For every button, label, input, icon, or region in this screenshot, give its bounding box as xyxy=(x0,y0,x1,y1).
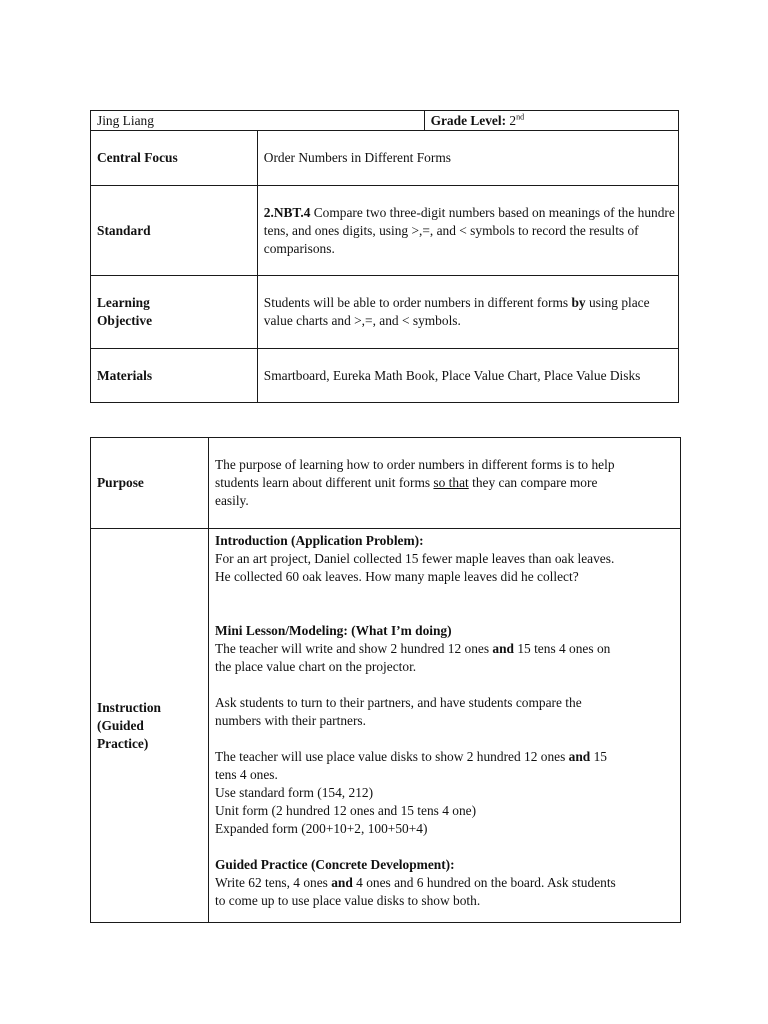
expanded-form-line: Expanded form (200+10+2, 100+50+4) xyxy=(215,821,428,836)
intro-line-1: For an art project, Daniel collected 15 fewer maple leaves than oak leaves. xyxy=(215,551,615,566)
disks-line-1-post: 15 xyxy=(590,749,607,764)
learning-objective-value xyxy=(257,276,678,349)
purpose-line-2-pre: students learn about different unit forms xyxy=(215,475,434,490)
ask-line-2: numbers with their partners. xyxy=(215,713,366,728)
materials-value: Smartboard, Eureka Math Book, Place Value Chart, Place Value Disks xyxy=(257,349,678,403)
ask-line-1: Ask students to turn to their partners, and have students compare the xyxy=(215,695,582,710)
purpose-label: Purpose xyxy=(91,438,209,529)
instruction-label xyxy=(91,529,209,923)
grade-level-suffix: nd xyxy=(516,112,525,122)
mini-line-1-bold: and xyxy=(492,641,514,656)
central-focus-label: Central Focus xyxy=(91,131,258,186)
unit-form-line: Unit form (2 hundred 12 ones and 15 tens 4 one) xyxy=(215,803,477,818)
teacher-name: Jing Liang xyxy=(97,112,154,128)
guided-line-2: to come up to use place value disks to show both. xyxy=(215,893,481,908)
header-row xyxy=(91,111,679,131)
lesson-info-table xyxy=(90,110,679,403)
standard-line-1: Compare two three-digit numbers based on meanings of the hundre xyxy=(310,204,675,220)
guided-line-1-pre: Write 62 tens, 4 ones xyxy=(215,875,332,890)
grade-level-cell xyxy=(424,111,678,131)
learning-objective-line-1-pre: Students will be able to order numbers in different forms xyxy=(263,295,572,310)
materials-row xyxy=(91,349,679,403)
purpose-row xyxy=(91,438,681,529)
teacher-name-cell xyxy=(91,111,425,131)
learning-objective-label-line-1: Learning xyxy=(97,295,150,310)
intro-line-2: He collected 60 oak leaves. How many maple leaves did he collect? xyxy=(215,569,579,584)
guided-line-1-bold: and xyxy=(331,875,353,890)
mini-line-1-pre: The teacher will write and show 2 hundred 12 ones xyxy=(215,641,493,656)
lesson-procedure-table xyxy=(90,437,681,923)
disks-line-1-bold: and xyxy=(568,749,591,764)
guided-practice-heading: Guided Practice (Concrete Development): xyxy=(215,857,455,872)
learning-objective-row xyxy=(91,276,679,349)
learning-objective-label xyxy=(91,276,258,349)
standard-value xyxy=(257,186,678,276)
central-focus-row xyxy=(91,131,679,186)
disks-line-2: tens 4 ones. xyxy=(215,767,278,782)
disks-line-1-pre: The teacher will use place value disks to show 2 hundred 12 ones xyxy=(215,749,569,764)
purpose-line-1: The purpose of learning how to order numbers in different forms is to help xyxy=(215,457,615,472)
purpose-line-2-post: they can compare more xyxy=(468,475,598,490)
standard-label: Standard xyxy=(91,186,258,276)
learning-objective-line-2: value charts and >,=, and < symbols. xyxy=(263,313,461,328)
purpose-value xyxy=(209,438,681,529)
standard-line-2: tens, and ones digits, using >,=, and < symbols to record the results of xyxy=(263,222,639,238)
purpose-line-3: easily. xyxy=(215,493,249,508)
standard-row xyxy=(91,186,679,276)
central-focus-value: Order Numbers in Different Forms xyxy=(257,131,678,186)
mini-lesson-heading: Mini Lesson/Modeling: (What I’m doing) xyxy=(215,623,452,638)
instruction-label-line-1: Instruction xyxy=(97,699,161,715)
standard-line-3: comparisons. xyxy=(263,240,335,256)
learning-objective-label-line-2: Objective xyxy=(97,313,153,328)
instruction-row xyxy=(91,529,681,923)
grade-level-label: Grade Level: xyxy=(430,112,507,128)
grade-level-value: 2 xyxy=(509,112,517,128)
guided-line-1-post: 4 ones and 6 hundred on the board. Ask students xyxy=(352,875,616,890)
intro-heading: Introduction (Application Problem): xyxy=(215,533,424,548)
standard-form-line: Use standard form (154, 212) xyxy=(215,785,374,800)
mini-line-2: the place value chart on the projector. xyxy=(215,659,417,674)
standard-code: 2.NBT.4 xyxy=(263,204,311,220)
instruction-value xyxy=(209,529,681,923)
mini-line-1-post: 15 tens 4 ones on xyxy=(514,641,611,656)
instruction-label-line-3: Practice) xyxy=(97,735,149,751)
materials-label: Materials xyxy=(91,349,258,403)
learning-objective-line-1-bold: by xyxy=(571,295,586,310)
instruction-label-line-2: (Guided xyxy=(97,717,144,733)
learning-objective-line-1-post: using place xyxy=(585,295,650,310)
purpose-line-2-underline: so that xyxy=(433,475,469,490)
